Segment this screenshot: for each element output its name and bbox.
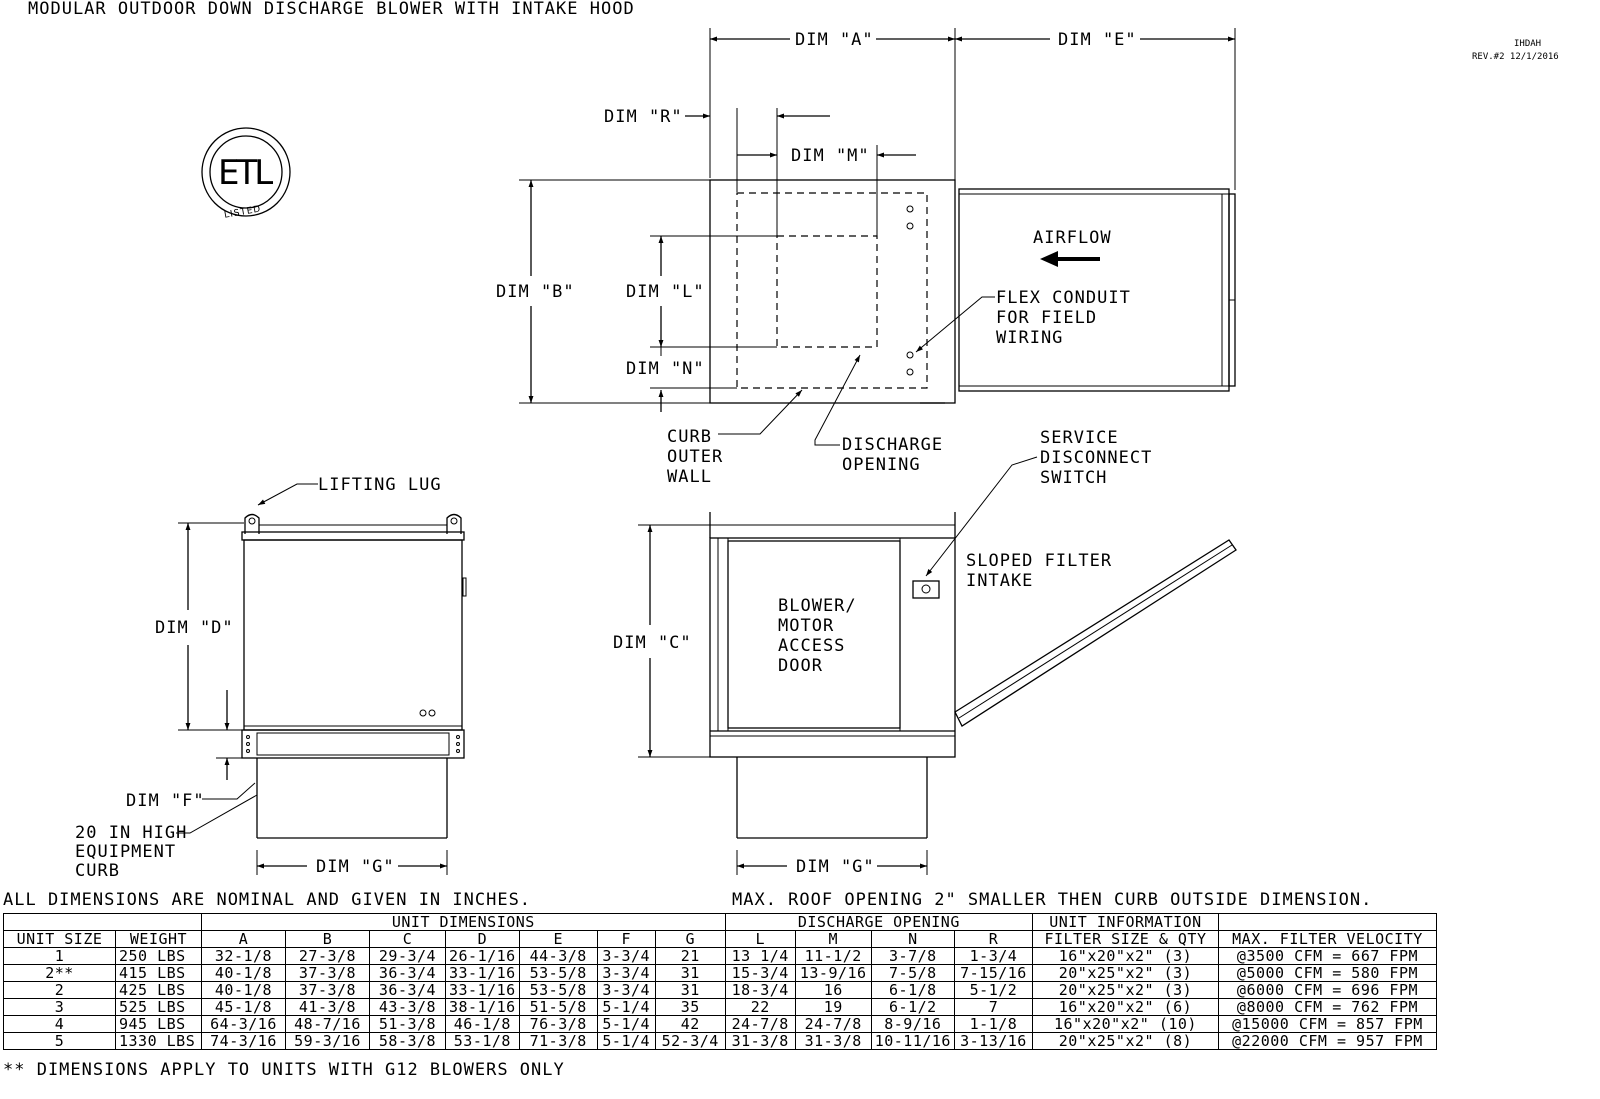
table-cell: @6000 CFM = 696 FPM [1218, 982, 1436, 999]
table-cell: 1-3/4 [954, 948, 1032, 965]
table-cell: 8-9/16 [871, 1016, 954, 1033]
table-cell: 7-5/8 [871, 965, 954, 982]
dim-l-label: DIM "L" [626, 282, 705, 302]
table-group-blank-right [1218, 914, 1436, 931]
table-cell: 37-3/8 [286, 982, 370, 999]
table-cell: 3-7/8 [871, 948, 954, 965]
table-cell: 26-1/16 [446, 948, 520, 965]
table-cell: 40-1/8 [202, 965, 286, 982]
curb-outer-wall-line1: CURB [667, 427, 712, 447]
table-cell: 1330 LBS [116, 1033, 202, 1050]
table-cell: 16 [795, 982, 871, 999]
front-view [638, 457, 1236, 875]
table-cell: 1-1/8 [954, 1016, 1032, 1033]
dim-a-label: DIM "A" [795, 30, 874, 50]
table-cell: 24-7/8 [795, 1016, 871, 1033]
table-cell: 37-3/8 [286, 965, 370, 982]
table-header-cell: G [655, 931, 725, 948]
etl-letters: ETL [218, 153, 271, 193]
footnote: ** DIMENSIONS APPLY TO UNITS WITH G12 BLOWERS ONLY [3, 1060, 565, 1080]
lifting-lug-label: LIFTING LUG [318, 475, 442, 495]
table-header-cell: FILTER SIZE & QTY [1032, 931, 1218, 948]
table-cell: 36-3/4 [370, 982, 446, 999]
etl-listed-logo [202, 128, 290, 221]
table-header-cell: C [370, 931, 446, 948]
table-cell: 5-1/4 [597, 1033, 655, 1050]
table-group-unit-information: UNIT INFORMATION [1032, 914, 1218, 931]
discharge-opening-line2: OPENING [842, 455, 921, 475]
table-header-cell: A [202, 931, 286, 948]
table-cell: 5-1/4 [597, 999, 655, 1016]
airflow-label: AIRFLOW [1033, 228, 1112, 248]
equip-curb-line3: CURB [75, 861, 120, 881]
table-cell: @5000 CFM = 580 FPM [1218, 965, 1436, 982]
table-cell: 33-1/16 [446, 965, 520, 982]
table-cell: 13-9/16 [795, 965, 871, 982]
table-cell: 51-3/8 [370, 1016, 446, 1033]
table-row [4, 982, 1437, 999]
blower-door-line3: ACCESS [778, 636, 846, 656]
table-header-cell: M [795, 931, 871, 948]
table-cell: 3-3/4 [597, 965, 655, 982]
table-cell: 29-3/4 [370, 948, 446, 965]
curb-outer-wall-line2: OUTER [667, 447, 724, 467]
table-cell: 36-3/4 [370, 965, 446, 982]
dim-g-side-label: DIM "G" [316, 857, 395, 877]
table-cell: @22000 CFM = 957 FPM [1218, 1033, 1436, 1050]
table-cell: 40-1/8 [202, 982, 286, 999]
table-header-cell: B [286, 931, 370, 948]
table-group-blank [4, 914, 202, 931]
dim-m-label: DIM "M" [791, 146, 870, 166]
service-disconnect-line1: SERVICE [1040, 428, 1119, 448]
table-cell: 31-3/8 [725, 1033, 795, 1050]
table-cell: 71-3/8 [519, 1033, 597, 1050]
table-row [4, 999, 1437, 1016]
table-cell: 44-3/8 [519, 948, 597, 965]
table-cell: 53-5/8 [519, 965, 597, 982]
table-cell: 41-3/8 [286, 999, 370, 1016]
table-cell: 58-3/8 [370, 1033, 446, 1050]
table-row [4, 1016, 1437, 1033]
table-group-discharge-opening: DISCHARGE OPENING [725, 914, 1032, 931]
table-cell: 6-1/8 [871, 982, 954, 999]
table-cell: @3500 CFM = 667 FPM [1218, 948, 1436, 965]
table-cell: 7-15/16 [954, 965, 1032, 982]
revision-label: REV.#2 12/1/2016 [1472, 52, 1559, 62]
table-cell: 21 [655, 948, 725, 965]
dim-d-label: DIM "D" [155, 618, 234, 638]
dim-e-label: DIM "E" [1058, 30, 1137, 50]
table-cell: 31 [655, 965, 725, 982]
table-header-cell: R [954, 931, 1032, 948]
table-cell: 16"x20"x2" (10) [1032, 1016, 1218, 1033]
table-cell: 945 LBS [116, 1016, 202, 1033]
table-cell: 3-3/4 [597, 982, 655, 999]
dim-b-label: DIM "B" [496, 282, 575, 302]
table-cell: 5-1/4 [597, 1016, 655, 1033]
table-cell: 46-1/8 [446, 1016, 520, 1033]
table-cell: 2** [4, 965, 116, 982]
dim-c-label: DIM "C" [613, 633, 692, 653]
table-header-row [4, 931, 1437, 948]
service-disconnect-line3: SWITCH [1040, 468, 1108, 488]
table-cell: 53-5/8 [519, 982, 597, 999]
unit-dimensions-table [3, 913, 1437, 1050]
table-row [4, 948, 1437, 965]
table-cell: 7 [954, 999, 1032, 1016]
table-cell: 10-11/16 [871, 1033, 954, 1050]
table-cell: 52-3/4 [655, 1033, 725, 1050]
table-cell: 5 [4, 1033, 116, 1050]
table-cell: 48-7/16 [286, 1016, 370, 1033]
table-header-cell: F [597, 931, 655, 948]
table-header-cell: L [725, 931, 795, 948]
equip-curb-line1: 20 IN HIGH [75, 823, 188, 843]
table-cell: 415 LBS [116, 965, 202, 982]
service-disconnect-line2: DISCONNECT [1040, 448, 1153, 468]
table-header-cell: D [446, 931, 520, 948]
table-cell: @15000 CFM = 857 FPM [1218, 1016, 1436, 1033]
table-cell: 22 [725, 999, 795, 1016]
note-nominal: ALL DIMENSIONS ARE NOMINAL AND GIVEN IN INCHES. [3, 890, 532, 910]
table-cell: 20"x25"x2" (3) [1032, 965, 1218, 982]
table-cell: 4 [4, 1016, 116, 1033]
dim-n-label: DIM "N" [626, 359, 705, 379]
table-header-cell: UNIT SIZE [4, 931, 116, 948]
table-cell: 425 LBS [116, 982, 202, 999]
blower-door-line1: BLOWER/ [778, 596, 857, 616]
equip-curb-line2: EQUIPMENT [75, 842, 177, 862]
table-header-cell: E [519, 931, 597, 948]
table-cell: 76-3/8 [519, 1016, 597, 1033]
table-cell: 250 LBS [116, 948, 202, 965]
etl-listed-word: LISTED [223, 204, 263, 221]
table-cell: 43-3/8 [370, 999, 446, 1016]
table-cell: 42 [655, 1016, 725, 1033]
table-cell: 31 [655, 982, 725, 999]
table-cell: 51-5/8 [519, 999, 597, 1016]
note-roof-opening: MAX. ROOF OPENING 2" SMALLER THEN CURB OUTSIDE DIMENSION. [732, 890, 1373, 910]
flex-conduit-line2: FOR FIELD [996, 308, 1098, 328]
flex-conduit-line1: FLEX CONDUIT [996, 288, 1131, 308]
table-cell: 2 [4, 982, 116, 999]
table-group-row [4, 914, 1437, 931]
table-header-cell: MAX. FILTER VELOCITY [1218, 931, 1436, 948]
table-cell: 27-3/8 [286, 948, 370, 965]
table-cell: 33-1/16 [446, 982, 520, 999]
table-cell: 3 [4, 999, 116, 1016]
table-cell: 11-1/2 [795, 948, 871, 965]
table-cell: 16"x20"x2" (6) [1032, 999, 1218, 1016]
table-cell: 3-13/16 [954, 1033, 1032, 1050]
table-body [4, 948, 1437, 1050]
table-cell: 3-3/4 [597, 948, 655, 965]
side-view [176, 484, 466, 875]
dim-g-front-label: DIM "G" [796, 857, 875, 877]
table-cell: 64-3/16 [202, 1016, 286, 1033]
table-row [4, 965, 1437, 982]
table-cell: 38-1/16 [446, 999, 520, 1016]
table-cell: 59-3/16 [286, 1033, 370, 1050]
table-cell: 16"x20"x2" (3) [1032, 948, 1218, 965]
table-cell: 19 [795, 999, 871, 1016]
drawing-title: MODULAR OUTDOOR DOWN DISCHARGE BLOWER WITH INTAKE HOOD [28, 0, 635, 19]
table-row [4, 1033, 1437, 1050]
table-header-cell: N [871, 931, 954, 948]
sloped-filter-line1: SLOPED FILTER [966, 551, 1113, 571]
table-cell: 35 [655, 999, 725, 1016]
table-header-cell: WEIGHT [116, 931, 202, 948]
table-cell: 31-3/8 [795, 1033, 871, 1050]
discharge-opening-line1: DISCHARGE [842, 435, 944, 455]
table-cell: 15-3/4 [725, 965, 795, 982]
table-cell: 18-3/4 [725, 982, 795, 999]
drawing-code: IHDAH [1514, 39, 1542, 49]
plan-view [519, 28, 1235, 445]
table-cell: 1 [4, 948, 116, 965]
table-cell: 32-1/8 [202, 948, 286, 965]
table-cell: 20"x25"x2" (3) [1032, 982, 1218, 999]
table-cell: 74-3/16 [202, 1033, 286, 1050]
sloped-filter-line2: INTAKE [966, 571, 1034, 591]
table-group-unit-dimensions: UNIT DIMENSIONS [202, 914, 726, 931]
table-cell: @8000 CFM = 762 FPM [1218, 999, 1436, 1016]
table-cell: 525 LBS [116, 999, 202, 1016]
table-cell: 20"x25"x2" (8) [1032, 1033, 1218, 1050]
dim-f-label: DIM "F" [126, 791, 205, 811]
blower-door-line4: DOOR [778, 656, 823, 676]
table-cell: 24-7/8 [725, 1016, 795, 1033]
table-cell: 45-1/8 [202, 999, 286, 1016]
table-cell: 6-1/2 [871, 999, 954, 1016]
table-cell: 5-1/2 [954, 982, 1032, 999]
flex-conduit-line3: WIRING [996, 328, 1064, 348]
dim-r-label: DIM "R" [604, 107, 683, 127]
table-cell: 53-1/8 [446, 1033, 520, 1050]
curb-outer-wall-line3: WALL [667, 467, 712, 487]
blower-door-line2: MOTOR [778, 616, 835, 636]
table-cell: 13 1/4 [725, 948, 795, 965]
